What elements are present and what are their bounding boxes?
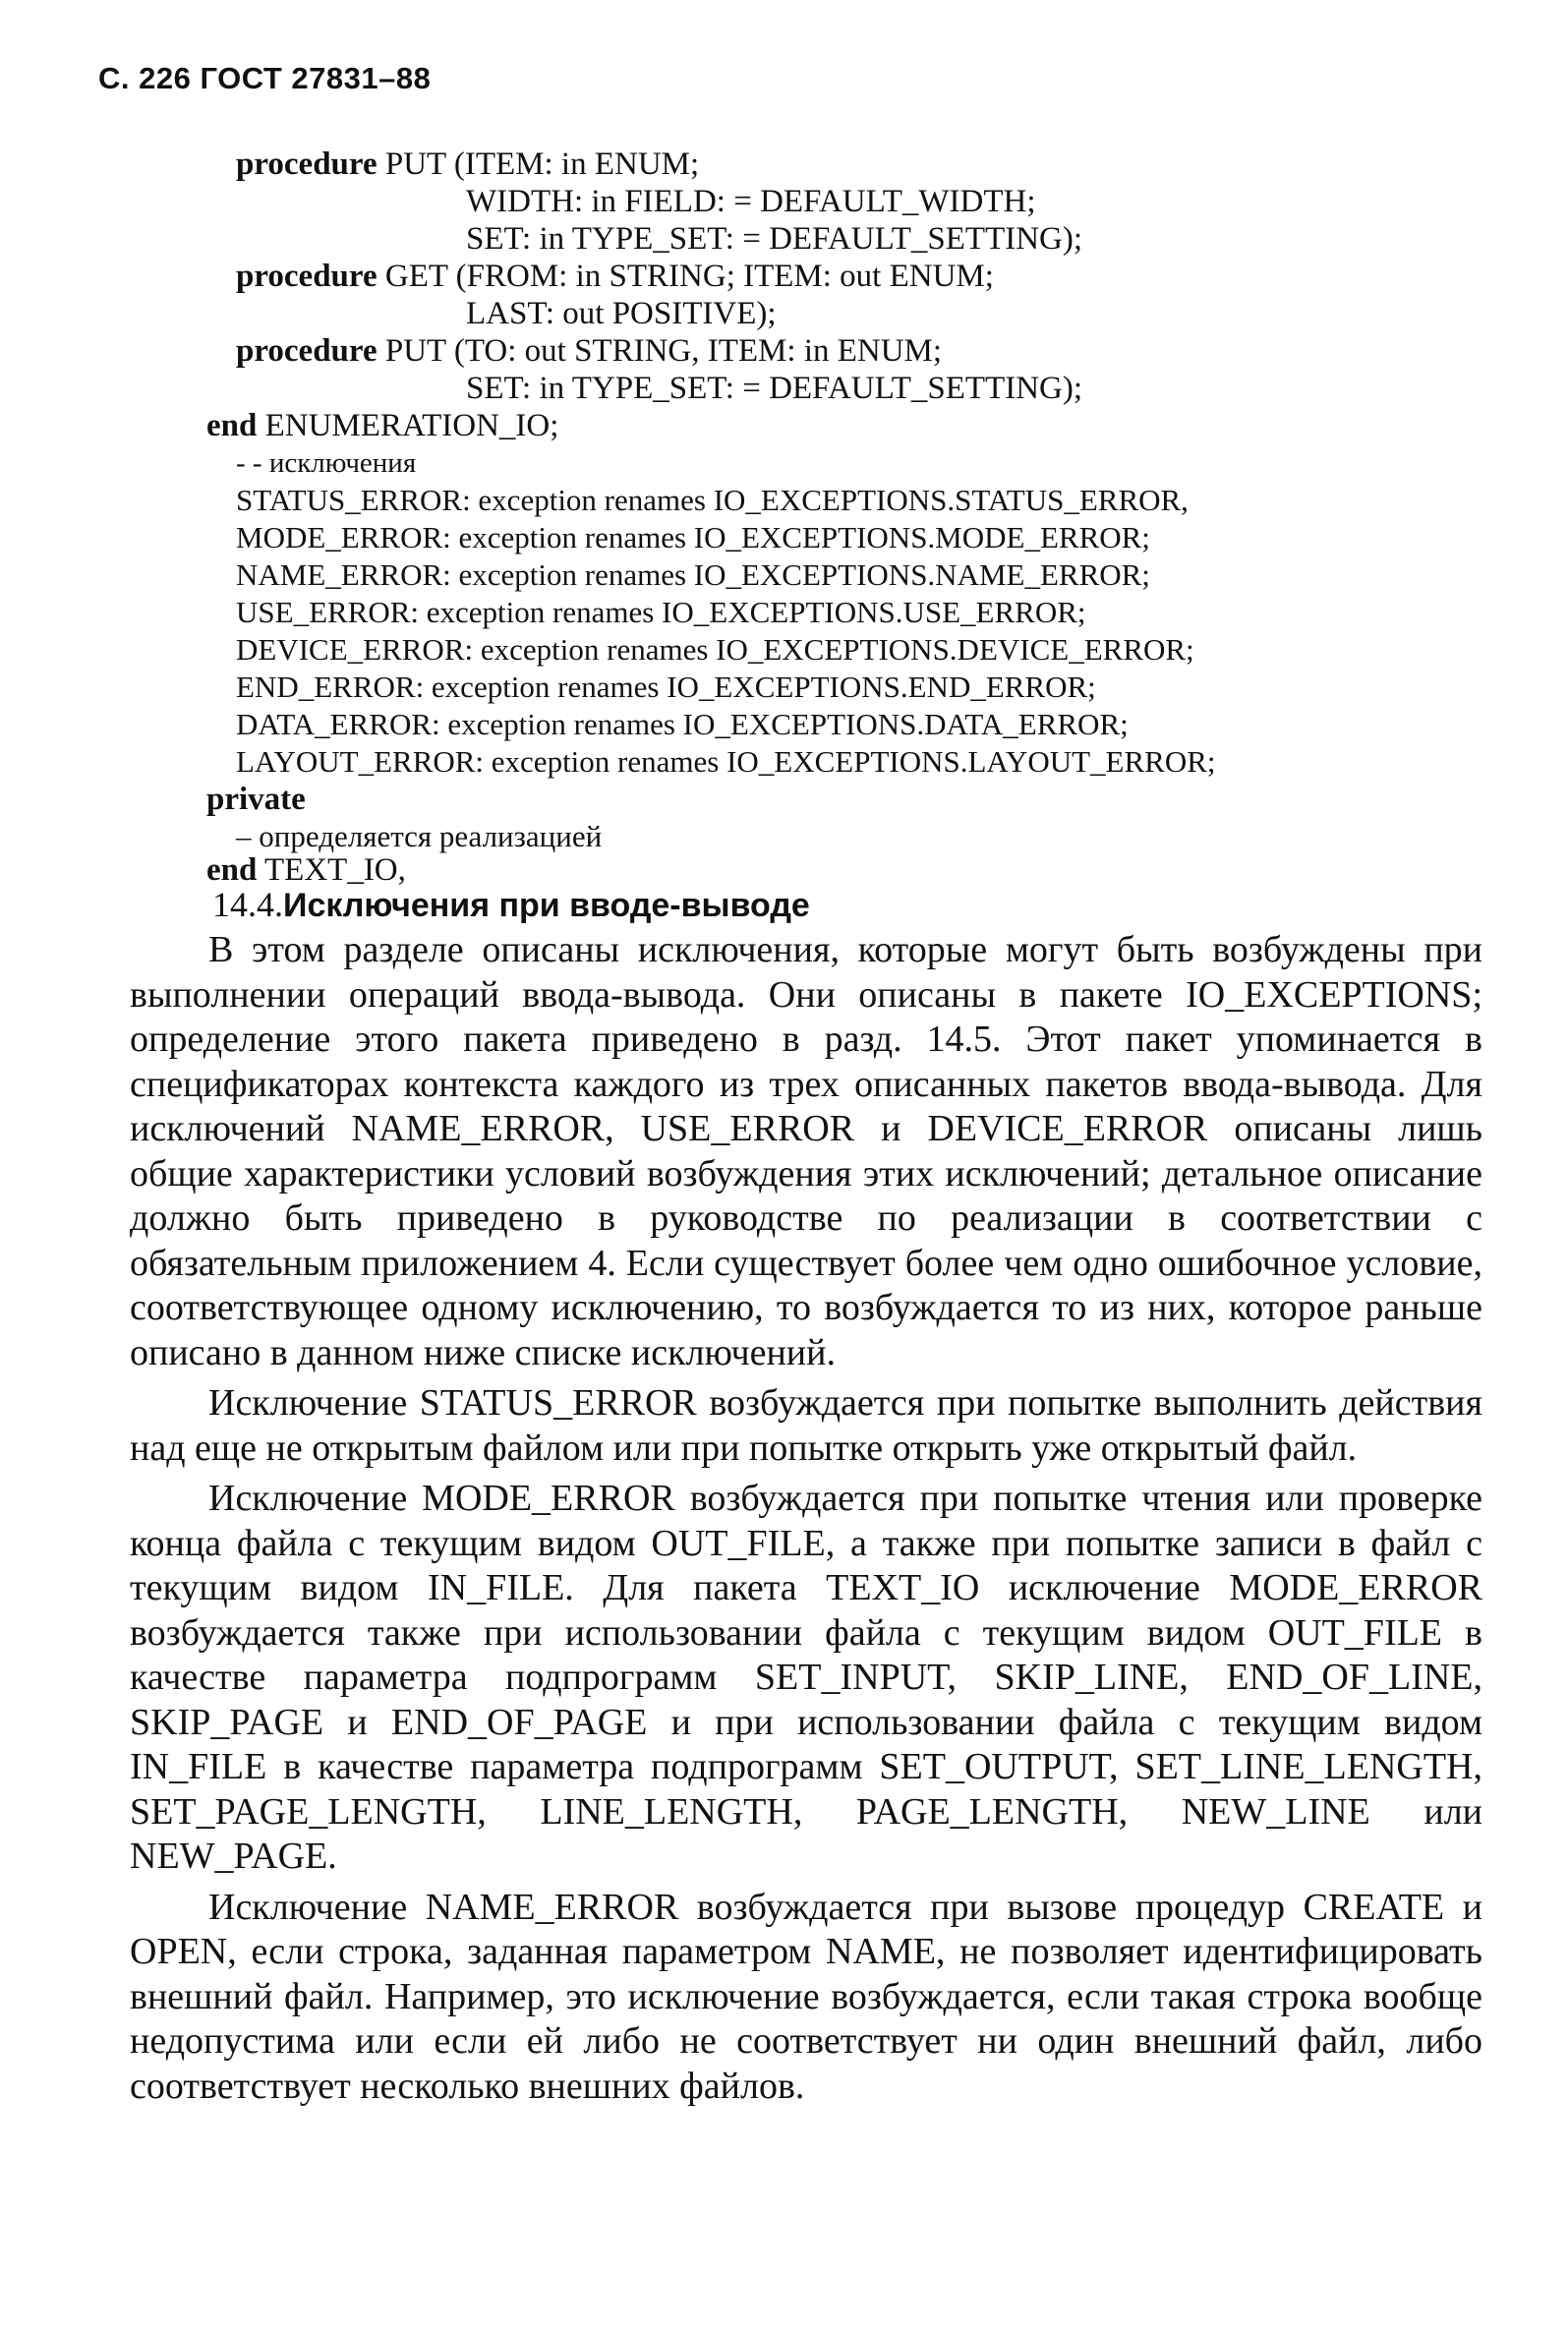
code-line (466, 220, 1082, 258)
body-text (130, 928, 1482, 2115)
code-text: WIDTH: in FIELD: = DEFAULT_WIDTH; (466, 184, 1036, 219)
code-line (466, 370, 1082, 407)
code-line (236, 706, 1129, 743)
section-number: 14.4. (212, 885, 283, 924)
code-comment (236, 818, 602, 855)
code-line (236, 258, 994, 295)
code-text: STATUS_ERROR: exception renames IO_EXCEPTIONS.STATUS_ERROR, (236, 483, 1189, 517)
code-line (236, 146, 699, 183)
code-text: USE_ERROR: exception renames IO_EXCEPTIONS.USE_ERROR; (236, 595, 1086, 629)
code-text: END_ERROR: exception renames IO_EXCEPTIONS.END_ERROR; (236, 670, 1096, 704)
code-line (236, 556, 1150, 594)
code-comment (236, 444, 416, 482)
code-line (236, 482, 1189, 519)
code-text: DEVICE_ERROR: exception renames IO_EXCEPTIONS.DEVICE_ERROR; (236, 632, 1194, 667)
code-text: LAST: out POSITIVE); (466, 296, 777, 331)
code-text: NAME_ERROR: exception renames IO_EXCEPTIONS.NAME_ERROR; (236, 557, 1150, 592)
code-line (236, 669, 1096, 706)
code-line (236, 631, 1194, 669)
code-line (236, 594, 1086, 631)
paragraph: Исключение MODE_ERROR возбуждается при попытке чтения или проверке конца файла с текущим видом OUT_FILE, а также при попытке записи в файл с текущим видом IN_FILE. Для пакета TEXT_IO исключение MODE_ERROR возбуждается также при использовании файла с текущим видом OUT_FILE в качестве параметра подпрограмм SET_INPUT, SKIP_LINE, END_OF_LINE, SKIP_PAGE и END_OF_PAGE и при использовании файла с текущим видом IN_FILE в качестве параметра подпрограмм SET_OUTPUT, SET_LINE_LENGTH, SET_PAGE_LENGTH, LINE_LENGTH, PAGE_LENGTH, NEW_LINE или NEW_PAGE. (130, 1478, 1482, 1877)
code-keyword: end (206, 852, 258, 888)
code-line (466, 295, 777, 332)
code-text: – определяется реализацией (236, 819, 603, 853)
code-text: TEXT_IO, (257, 852, 406, 888)
code-text: LAYOUT_ERROR: exception renames IO_EXCEPTIONS.LAYOUT_ERROR; (236, 744, 1216, 779)
code-keyword: procedure (236, 146, 377, 182)
code-line (236, 332, 942, 370)
code-keyword: procedure (236, 259, 377, 294)
paragraph: В этом разделе описаны исключения, которые могут быть возбуждены при выполнении операций ввода-вывода. Они описаны в пакете IO_EXCEPTIONS; определение этого пакета приведено в разд. 14.5. Этот пакет упоминается в спецификаторах контекста каждого из трех описанных пакетов ввода-вывода. Для исключений NAME_ERROR, USE_ERROR и DEVICE_ERROR описаны лишь общие характеристики условий возбуждения этих исключений; детальное описание должно быть приведено в руководстве по реализации в соответствии с обязательным приложением 4. Если существует более чем одно ошибочное условие, соответствующее одному исключению, то возбуждается то из них, которое раньше описано в данном ниже списке исключений. (130, 929, 1482, 1373)
code-text: MODE_ERROR: exception renames IO_EXCEPTIONS.MODE_ERROR; (236, 520, 1150, 554)
code-text: DATA_ERROR: exception renames IO_EXCEPTIONS.DATA_ERROR; (236, 707, 1129, 741)
code-line (206, 781, 306, 818)
code-line (466, 183, 1036, 220)
code-keyword: end (206, 408, 258, 443)
code-text: ENUMERATION_IO; (257, 408, 559, 443)
section-title-text: Исключения при вводе-выводе (283, 887, 810, 924)
code-line (236, 743, 1216, 781)
code-keyword: private (206, 782, 306, 817)
code-text: SET: in TYPE_SET: = DEFAULT_SETTING); (466, 221, 1083, 257)
code-keyword: procedure (236, 333, 377, 369)
code-text: - - исключения (236, 447, 417, 479)
paragraph: Исключение NAME_ERROR возбуждается при вызове процедур CREATE и OPEN, если строка, заданная параметром NAME, не позволяет идентифицировать внешний файл. Например, это исключение возбуждается, если такая строка вообще недопустима или если ей либо не соответствует ни один внешний файл, либо соответствует несколько внешних файлов. (130, 1886, 1482, 2107)
code-text: PUT (ITEM: in ENUM; (377, 146, 700, 182)
code-line (236, 519, 1150, 556)
paragraph: Исключение STATUS_ERROR возбуждается при попытке выполнить действия над еще не открытым файлом или при попытке открыть уже открытый файл. (130, 1382, 1482, 1469)
code-text: GET (FROM: in STRING; ITEM: out ENUM; (377, 259, 994, 294)
code-line (206, 407, 558, 444)
section-heading (212, 883, 810, 927)
code-text: SET: in TYPE_SET: = DEFAULT_SETTING); (466, 371, 1083, 406)
page-header: С. 226 ГОСТ 27831–88 (98, 61, 432, 95)
code-text: PUT (TO: out STRING, ITEM: in ENUM; (377, 333, 943, 369)
